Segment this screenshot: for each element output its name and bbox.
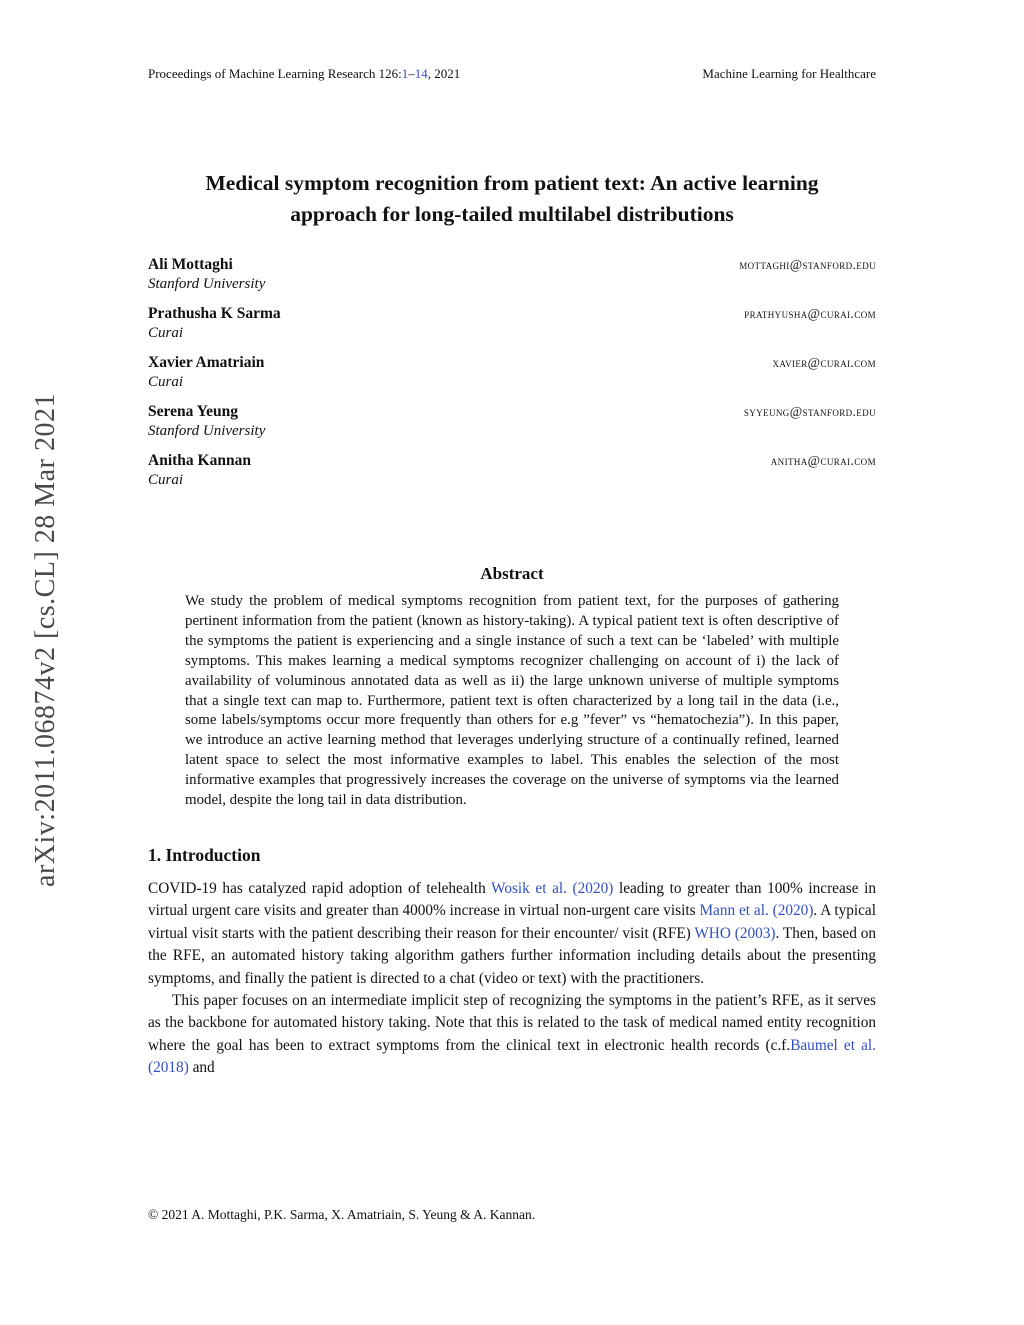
page-number-link[interactable]: 14 <box>414 66 428 81</box>
text-run: and <box>188 1059 215 1077</box>
abstract-text: We study the problem of medical symptoms recognition from patient text, for the purposes of gathering pertinent information from the patient (known as history-taking). A typical patient text is often descriptive of the symptoms the patient is experiencing and a single instance of such a text can be ‘labeled’ with multiple symptoms. This makes learning a medical symptoms recognizer challenging on account of i) the lack of availability of voluminous annotated data as well as ii) the large unknown universe of multiple symptoms that a single text can map to. Furthermore, patient text is often characterized by a long tail in the data (i.e., some labels/symptoms occur more frequently than others for e.g ”fever” vs “hematochezia”). In this paper, we introduce an active learning method that leverages underlying structure of a continually refined, learned latent space to select the most informative examples to label. This enables the selection of the most informative examples that progressively increases the coverage on the universe of symptoms via the learned model, despite the long tail in data distribution. <box>185 593 839 809</box>
text-run: , 2021 <box>427 66 461 81</box>
page-number-link[interactable]: 1 <box>401 66 409 81</box>
copyright-notice: © 2021 A. Mottaghi, P.K. Sarma, X. Amatriain, S. Yeung & A. Kannan. <box>148 1207 536 1222</box>
author-name: Anitha Kannan <box>148 452 251 470</box>
author-email: anitha@curai.com <box>770 453 876 469</box>
citation-link[interactable]: WHO (2003) <box>694 924 776 942</box>
author-name: Serena Yeung <box>148 403 238 421</box>
journal-reference <box>148 66 460 82</box>
author-block <box>148 255 876 490</box>
author-email: prathyusha@curai.com <box>744 306 876 322</box>
author-affiliation: Curai <box>148 374 184 391</box>
text-run: – <box>408 66 415 81</box>
author-name: Prathusha K Sarma <box>148 305 281 323</box>
section-heading-introduction: 1. Introduction <box>148 845 261 865</box>
intro-paragraph-1 <box>148 878 876 990</box>
text-run: . Then, based on the RFE, an automated history taking algorithm gathers further information including details about the presenting symptoms, and finally the patient is directed to a chat (video or text) with the practitioners. <box>148 924 876 987</box>
author-email: syyeung@stanford.edu <box>743 404 876 420</box>
author-entry <box>148 451 876 490</box>
author-entry <box>148 402 876 441</box>
running-header <box>148 66 876 82</box>
author-affiliation: Curai <box>148 472 184 489</box>
text-run: COVID-19 has catalyzed rapid adoption of telehealth <box>148 880 492 897</box>
arxiv-watermark: arXiv:2011.06874v2 [cs.CL] 28 Mar 2021 <box>30 393 61 887</box>
text-run: Proceedings of Machine Learning Research 126: <box>148 66 402 81</box>
abstract-section <box>148 564 876 811</box>
author-name: Xavier Amatriain <box>148 354 265 372</box>
author-name: Ali Mottaghi <box>148 256 233 274</box>
author-entry <box>148 353 876 392</box>
text-run: This paper focuses on an intermediate implicit step of recognizing the symptoms in the patient’s RFE, as it serves as the backbone for automated history taking. Note that this is related to the task of medical named entity recognition where the goal has been to extract symptoms from the clinical text in electronic health records (c.f. <box>148 992 876 1054</box>
citation-link[interactable]: Baumel et al. (2018) <box>148 1036 876 1077</box>
citation-link[interactable]: Mann et al. (2020) <box>699 902 814 920</box>
conference-name: Machine Learning for Healthcare <box>702 66 876 81</box>
abstract-heading: Abstract <box>480 564 544 584</box>
author-entry <box>148 255 876 294</box>
text-run: leading to greater than 100% increase in virtual urgent care visits and greater than 4000% increase in virtual non-urgent care visits <box>148 880 876 920</box>
author-affiliation: Curai <box>148 325 184 342</box>
page-content <box>148 0 876 1080</box>
author-entry <box>148 304 876 343</box>
text-run: . A typical virtual visit starts with the patient describing their reason for their encounter/ visit (RFE) <box>148 902 876 942</box>
paper-title: Medical symptom recognition from patient text: An active learning approach for long-tailed multilabel distributions <box>205 171 819 226</box>
intro-paragraph-2 <box>148 990 876 1080</box>
author-email: xavier@curai.com <box>772 355 876 371</box>
author-affiliation: Stanford University <box>148 276 266 293</box>
author-affiliation: Stanford University <box>148 423 266 440</box>
author-email: mottaghi@stanford.edu <box>739 257 876 273</box>
citation-link[interactable]: Wosik et al. (2020) <box>491 880 614 897</box>
